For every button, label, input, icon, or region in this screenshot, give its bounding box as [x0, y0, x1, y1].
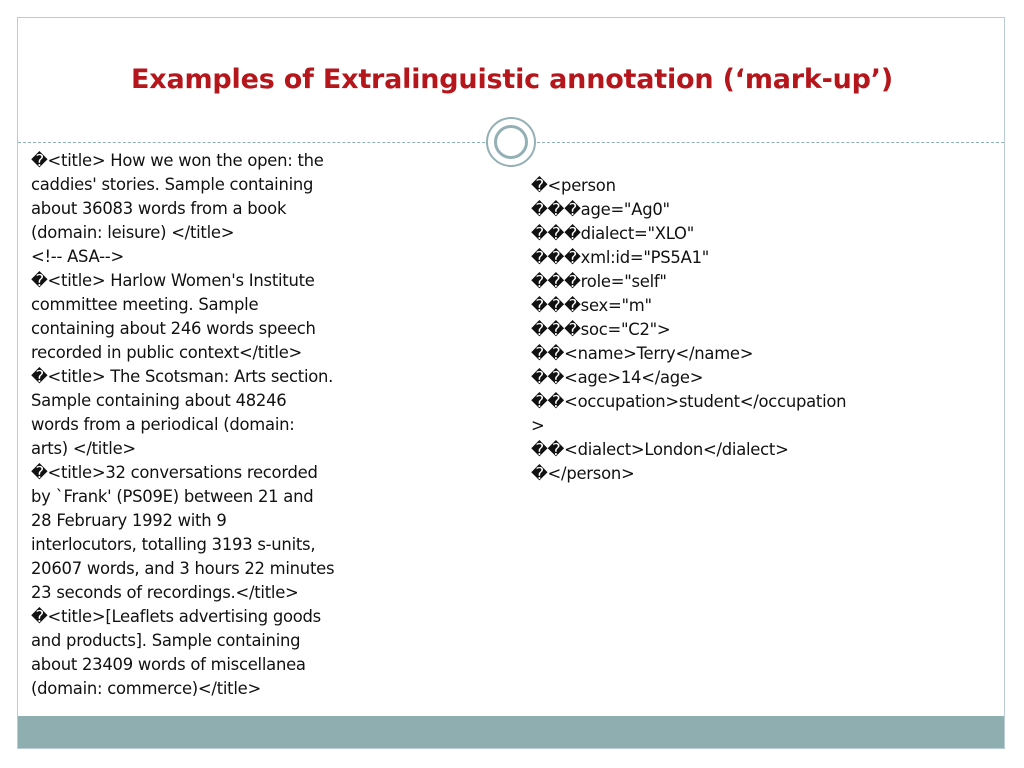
left-line: �<title>[Leaflets advertising goods	[31, 607, 321, 626]
right-line: ���role="self"	[531, 272, 667, 291]
left-line: arts) </title>	[31, 439, 136, 458]
left-line: <!-- ASA-->	[31, 247, 124, 266]
left-line: (domain: leisure) </title>	[31, 223, 235, 242]
right-line: �</person>	[531, 464, 635, 483]
left-line: committee meeting. Sample	[31, 295, 259, 314]
left-line: words from a periodical (domain:	[31, 415, 295, 434]
left-line: 23 seconds of recordings.</title>	[31, 583, 299, 602]
left-line: (domain: commerce)</title>	[31, 679, 261, 698]
right-line: ���sex="m"	[531, 296, 652, 315]
right-line: ���age="Ag0"	[531, 200, 670, 219]
left-line: �<title> How we won the open: the	[31, 151, 324, 170]
left-line: interlocutors, totalling 3193 s-units,	[31, 535, 316, 554]
right-line: ���xml:id="PS5A1"	[531, 248, 710, 267]
right-line: ��<name>Terry</name>	[531, 344, 754, 363]
left-line: �<title>32 conversations recorded	[31, 463, 318, 482]
left-line: recorded in public context</title>	[31, 343, 303, 362]
slide-title: Examples of Extralinguistic annotation (‘mark-up’)	[131, 64, 893, 95]
left-line: about 36083 words from a book	[31, 199, 287, 218]
right-line: ���soc="C2">	[531, 320, 671, 339]
left-line: about 23409 words of miscellanea	[31, 655, 306, 674]
left-line: �<title> Harlow Women's Institute	[31, 271, 315, 290]
left-line: containing about 246 words speech	[31, 319, 316, 338]
left-line: 28 February 1992 with 9	[31, 511, 227, 530]
right-line: ��<dialect>London</dialect>	[531, 440, 789, 459]
footer-bar	[18, 716, 1004, 748]
left-line: by `Frank' (PS09E) between 21 and	[31, 487, 314, 506]
left-line: and products]. Sample containing	[31, 631, 301, 650]
right-line: >	[531, 416, 545, 435]
right-text-column	[531, 174, 941, 486]
circle-ornament-icon	[486, 117, 536, 167]
right-line: ��<occupation>student</occupation	[531, 392, 847, 411]
left-line: caddies' stories. Sample containing	[31, 175, 314, 194]
right-line: ��<age>14</age>	[531, 368, 704, 387]
left-line: �<title> The Scotsman: Arts section.	[31, 367, 334, 386]
left-line: 20607 words, and 3 hours 22 minutes	[31, 559, 335, 578]
right-line: �<person	[531, 176, 616, 195]
right-line: ���dialect="XLO"	[531, 224, 694, 243]
left-line: Sample containing about 48246	[31, 391, 287, 410]
left-text-column	[31, 149, 391, 701]
